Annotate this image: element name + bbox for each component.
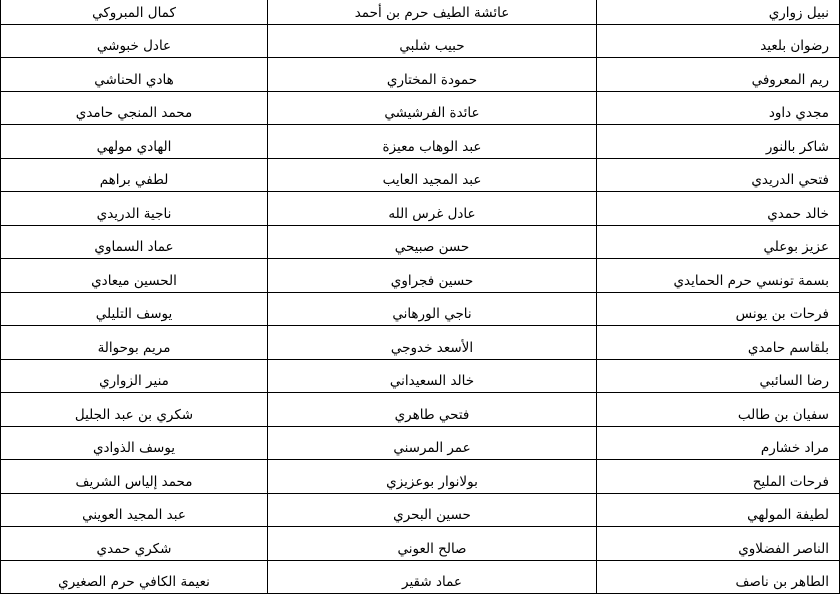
name-cell: حمودة المختاري <box>268 58 597 92</box>
name-cell: يوسف التليلي <box>1 292 268 326</box>
table-row <box>1 527 840 561</box>
name-cell: يوسف الذوادي <box>1 426 268 460</box>
name-cell: بسمة تونسي حرم الحمايدي <box>597 259 840 293</box>
table-row <box>1 91 840 125</box>
name-cell: لطيفة المولهي <box>597 493 840 527</box>
name-cell: رضا السائبي <box>597 359 840 393</box>
table-row <box>1 0 840 24</box>
name-cell: ريم المعروفي <box>597 58 840 92</box>
name-cell: الطاهر بن ناصف <box>597 560 840 594</box>
name-cell: كمال المبروكي <box>1 0 268 24</box>
name-cell: عزيز بوعلي <box>597 225 840 259</box>
name-cell: الناصر الفضلاوي <box>597 527 840 561</box>
name-cell: حبيب شلبي <box>268 24 597 58</box>
table-row <box>1 426 840 460</box>
name-cell: منير الزواري <box>1 359 268 393</box>
table-row <box>1 192 840 226</box>
name-cell: مجدي داود <box>597 91 840 125</box>
table-row <box>1 560 840 594</box>
name-cell: حسين فجراوي <box>268 259 597 293</box>
name-cell: عبد المجيد العايب <box>268 158 597 192</box>
name-cell: خالد السعيداني <box>268 359 597 393</box>
table-row <box>1 326 840 360</box>
table-row <box>1 259 840 293</box>
name-cell: فرحات المليح <box>597 460 840 494</box>
name-cell: عماد شقير <box>268 560 597 594</box>
name-cell: سفيان بن طالب <box>597 393 840 427</box>
table-row <box>1 460 840 494</box>
name-cell: ناجي الورهاني <box>268 292 597 326</box>
name-cell: حسين البحري <box>268 493 597 527</box>
table-row <box>1 24 840 58</box>
name-cell: فتحي طاهري <box>268 393 597 427</box>
name-cell: ناجية الدريدي <box>1 192 268 226</box>
table-row <box>1 158 840 192</box>
name-cell: عماد السماوي <box>1 225 268 259</box>
name-cell: الهادي مولهي <box>1 125 268 159</box>
name-cell: محمد المنجي حامدي <box>1 91 268 125</box>
name-cell: شكري بن عبد الجليل <box>1 393 268 427</box>
name-cell: مراد خشارم <box>597 426 840 460</box>
name-cell: الحسين ميعادي <box>1 259 268 293</box>
name-cell: عادل غرس الله <box>268 192 597 226</box>
table-row <box>1 125 840 159</box>
name-cell: عمر المرسني <box>268 426 597 460</box>
name-cell: عادل خبوشي <box>1 24 268 58</box>
name-cell: عبد المجيد العويني <box>1 493 268 527</box>
name-cell: شكري حمدي <box>1 527 268 561</box>
table-row <box>1 58 840 92</box>
name-cell: فتحي الدريدي <box>597 158 840 192</box>
name-cell: هادي الحناشي <box>1 58 268 92</box>
name-cell: شاكر بالنور <box>597 125 840 159</box>
names-table-body <box>1 0 840 594</box>
name-cell: فرحات بن يونس <box>597 292 840 326</box>
name-cell: مريم بوحوالة <box>1 326 268 360</box>
table-row <box>1 359 840 393</box>
name-cell: بلقاسم حامدي <box>597 326 840 360</box>
name-cell: حسن صبيحي <box>268 225 597 259</box>
table-row <box>1 493 840 527</box>
name-cell: الأسعد خدوجي <box>268 326 597 360</box>
name-cell: صالح العوني <box>268 527 597 561</box>
table-row <box>1 393 840 427</box>
name-cell: عبد الوهاب معيزة <box>268 125 597 159</box>
name-cell: رضوان بلعيد <box>597 24 840 58</box>
name-cell: لطفي براهم <box>1 158 268 192</box>
name-cell: عائشة الطيف حرم بن أحمد <box>268 0 597 24</box>
name-cell: نبيل زواري <box>597 0 840 24</box>
name-cell: محمد إلياس الشريف <box>1 460 268 494</box>
name-cell: نعيمة الكافي حرم الصغيري <box>1 560 268 594</box>
name-cell: عائدة الفرشيشي <box>268 91 597 125</box>
name-cell: خالد حمدي <box>597 192 840 226</box>
name-cell: بولانوار بوعزيزي <box>268 460 597 494</box>
table-row <box>1 225 840 259</box>
table-row <box>1 292 840 326</box>
